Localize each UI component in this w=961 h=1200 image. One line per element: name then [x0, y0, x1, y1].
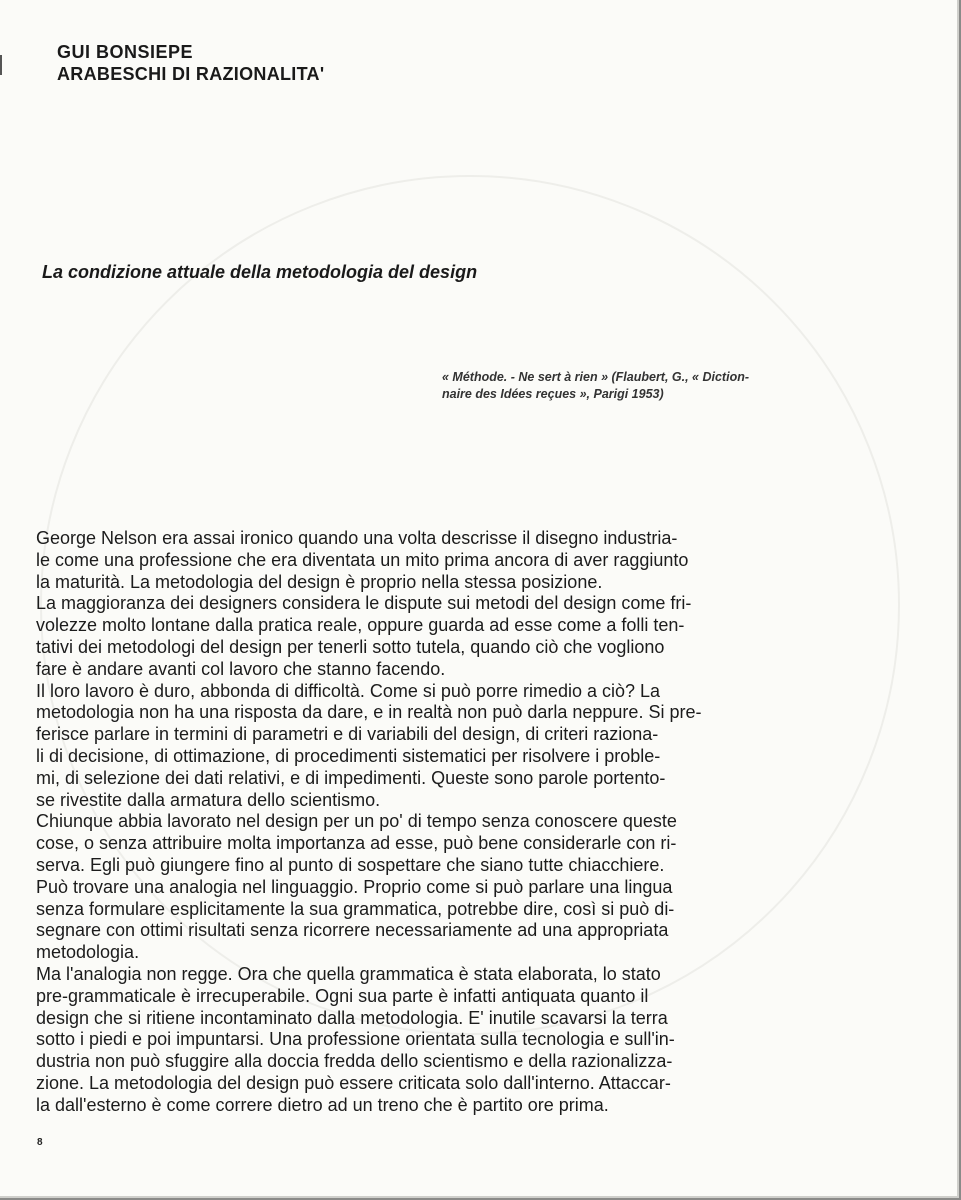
body-line: metodologia non ha una risposta da dare, e in realtà non può darla neppure. Si pre-: [36, 702, 702, 723]
body-line: ferisce parlare in termini di parametri e di variabili del design, di criteri raziona-: [36, 724, 659, 745]
body-line: segnare con ottimi risultati senza ricorrere necessariamente ad una appropriata: [36, 920, 669, 941]
body-line: la maturità. La metodologia del design è proprio nella stessa posizione.: [36, 571, 603, 592]
body-line: Il loro lavoro è duro, abbonda di difficoltà. Come si può porre rimedio a ciò? La: [36, 680, 661, 701]
page-number: 8: [37, 1137, 43, 1148]
epigraph-line: « Méthode. - Ne sert à rien » (Flaubert, G., « Diction-: [442, 370, 750, 384]
body-line: mi, di selezione dei dati relativi, e di impedimenti. Queste sono parole portento-: [36, 767, 666, 788]
body-line: sotto i piedi e poi impuntarsi. Una professione orientata sulla tecnologia e sull'in-: [36, 1029, 675, 1050]
body-line: George Nelson era assai ironico quando una volta descrisse il disegno industria-: [36, 528, 678, 548]
body-line: zione. La metodologia del design può essere criticata solo dall'interno. Attaccar-: [36, 1072, 671, 1093]
article-title: ARABESCHI DI RAZIONALITA': [57, 64, 325, 84]
body-line: La maggioranza dei designers considera le dispute sui metodi del design come fri-: [36, 593, 692, 614]
body-line: le come una professione che era diventata un mito prima ancora di aver raggiunto: [36, 549, 689, 570]
body-line: Può trovare una analogia nel linguaggio. Proprio come si può parlare una lingua: [36, 876, 673, 897]
body-line: se rivestite dalla armatura dello scientismo.: [36, 789, 381, 810]
body-line: fare è andare avanti col lavoro che stanno facendo.: [36, 658, 446, 679]
body-line: Ma l'analogia non regge. Ora che quella grammatica è stata elaborata, lo stato: [36, 963, 661, 984]
epigraph-line: naire des Idées reçues », Parigi 1953): [442, 387, 664, 401]
body-line: metodologia.: [36, 942, 140, 963]
author-name: GUI BONSIEPE: [57, 42, 194, 62]
body-line: dustria non può sfuggire alla doccia fredda dello scientismo e della razionalizza-: [36, 1051, 673, 1072]
body-line: cose, o senza attribuire molta importanza ad esse, può bene considerarle con ri-: [36, 833, 677, 854]
body-line: la dall'esterno è come correre dietro ad un treno che è partito ore prima.: [36, 1094, 609, 1115]
body-line: Chiunque abbia lavorato nel design per un po' di tempo senza conoscere queste: [36, 811, 677, 832]
body-line: design che si ritiene incontaminato dalla metodologia. E' inutile scavarsi la terra: [36, 1007, 668, 1028]
body-line: volezze molto lontane dalla pratica reale, oppure guarda ad esse come a folli ten-: [36, 615, 685, 636]
epigraph-quote: [442, 369, 842, 403]
body-line: senza formulare esplicitamente la sua grammatica, potrebbe dire, così si può di-: [36, 898, 675, 919]
body-text: [36, 528, 836, 1117]
section-title: La condizione attuale della metodologia del design: [42, 262, 478, 282]
body-line: tativi dei metodologi del design per tenerli sotto tutela, quando ciò che vogliono: [36, 636, 665, 657]
binding-mark: [0, 55, 2, 75]
body-line: li di decisione, di ottimazione, di procedimenti sistematici per risolvere i proble-: [36, 745, 661, 766]
body-line: serva. Egli può giungere fino al punto di sospettare che siano tutte chiacchiere.: [36, 854, 665, 875]
body-line: pre-grammaticale è irrecuperabile. Ogni sua parte è infatti antiquata quanto il: [36, 985, 649, 1006]
